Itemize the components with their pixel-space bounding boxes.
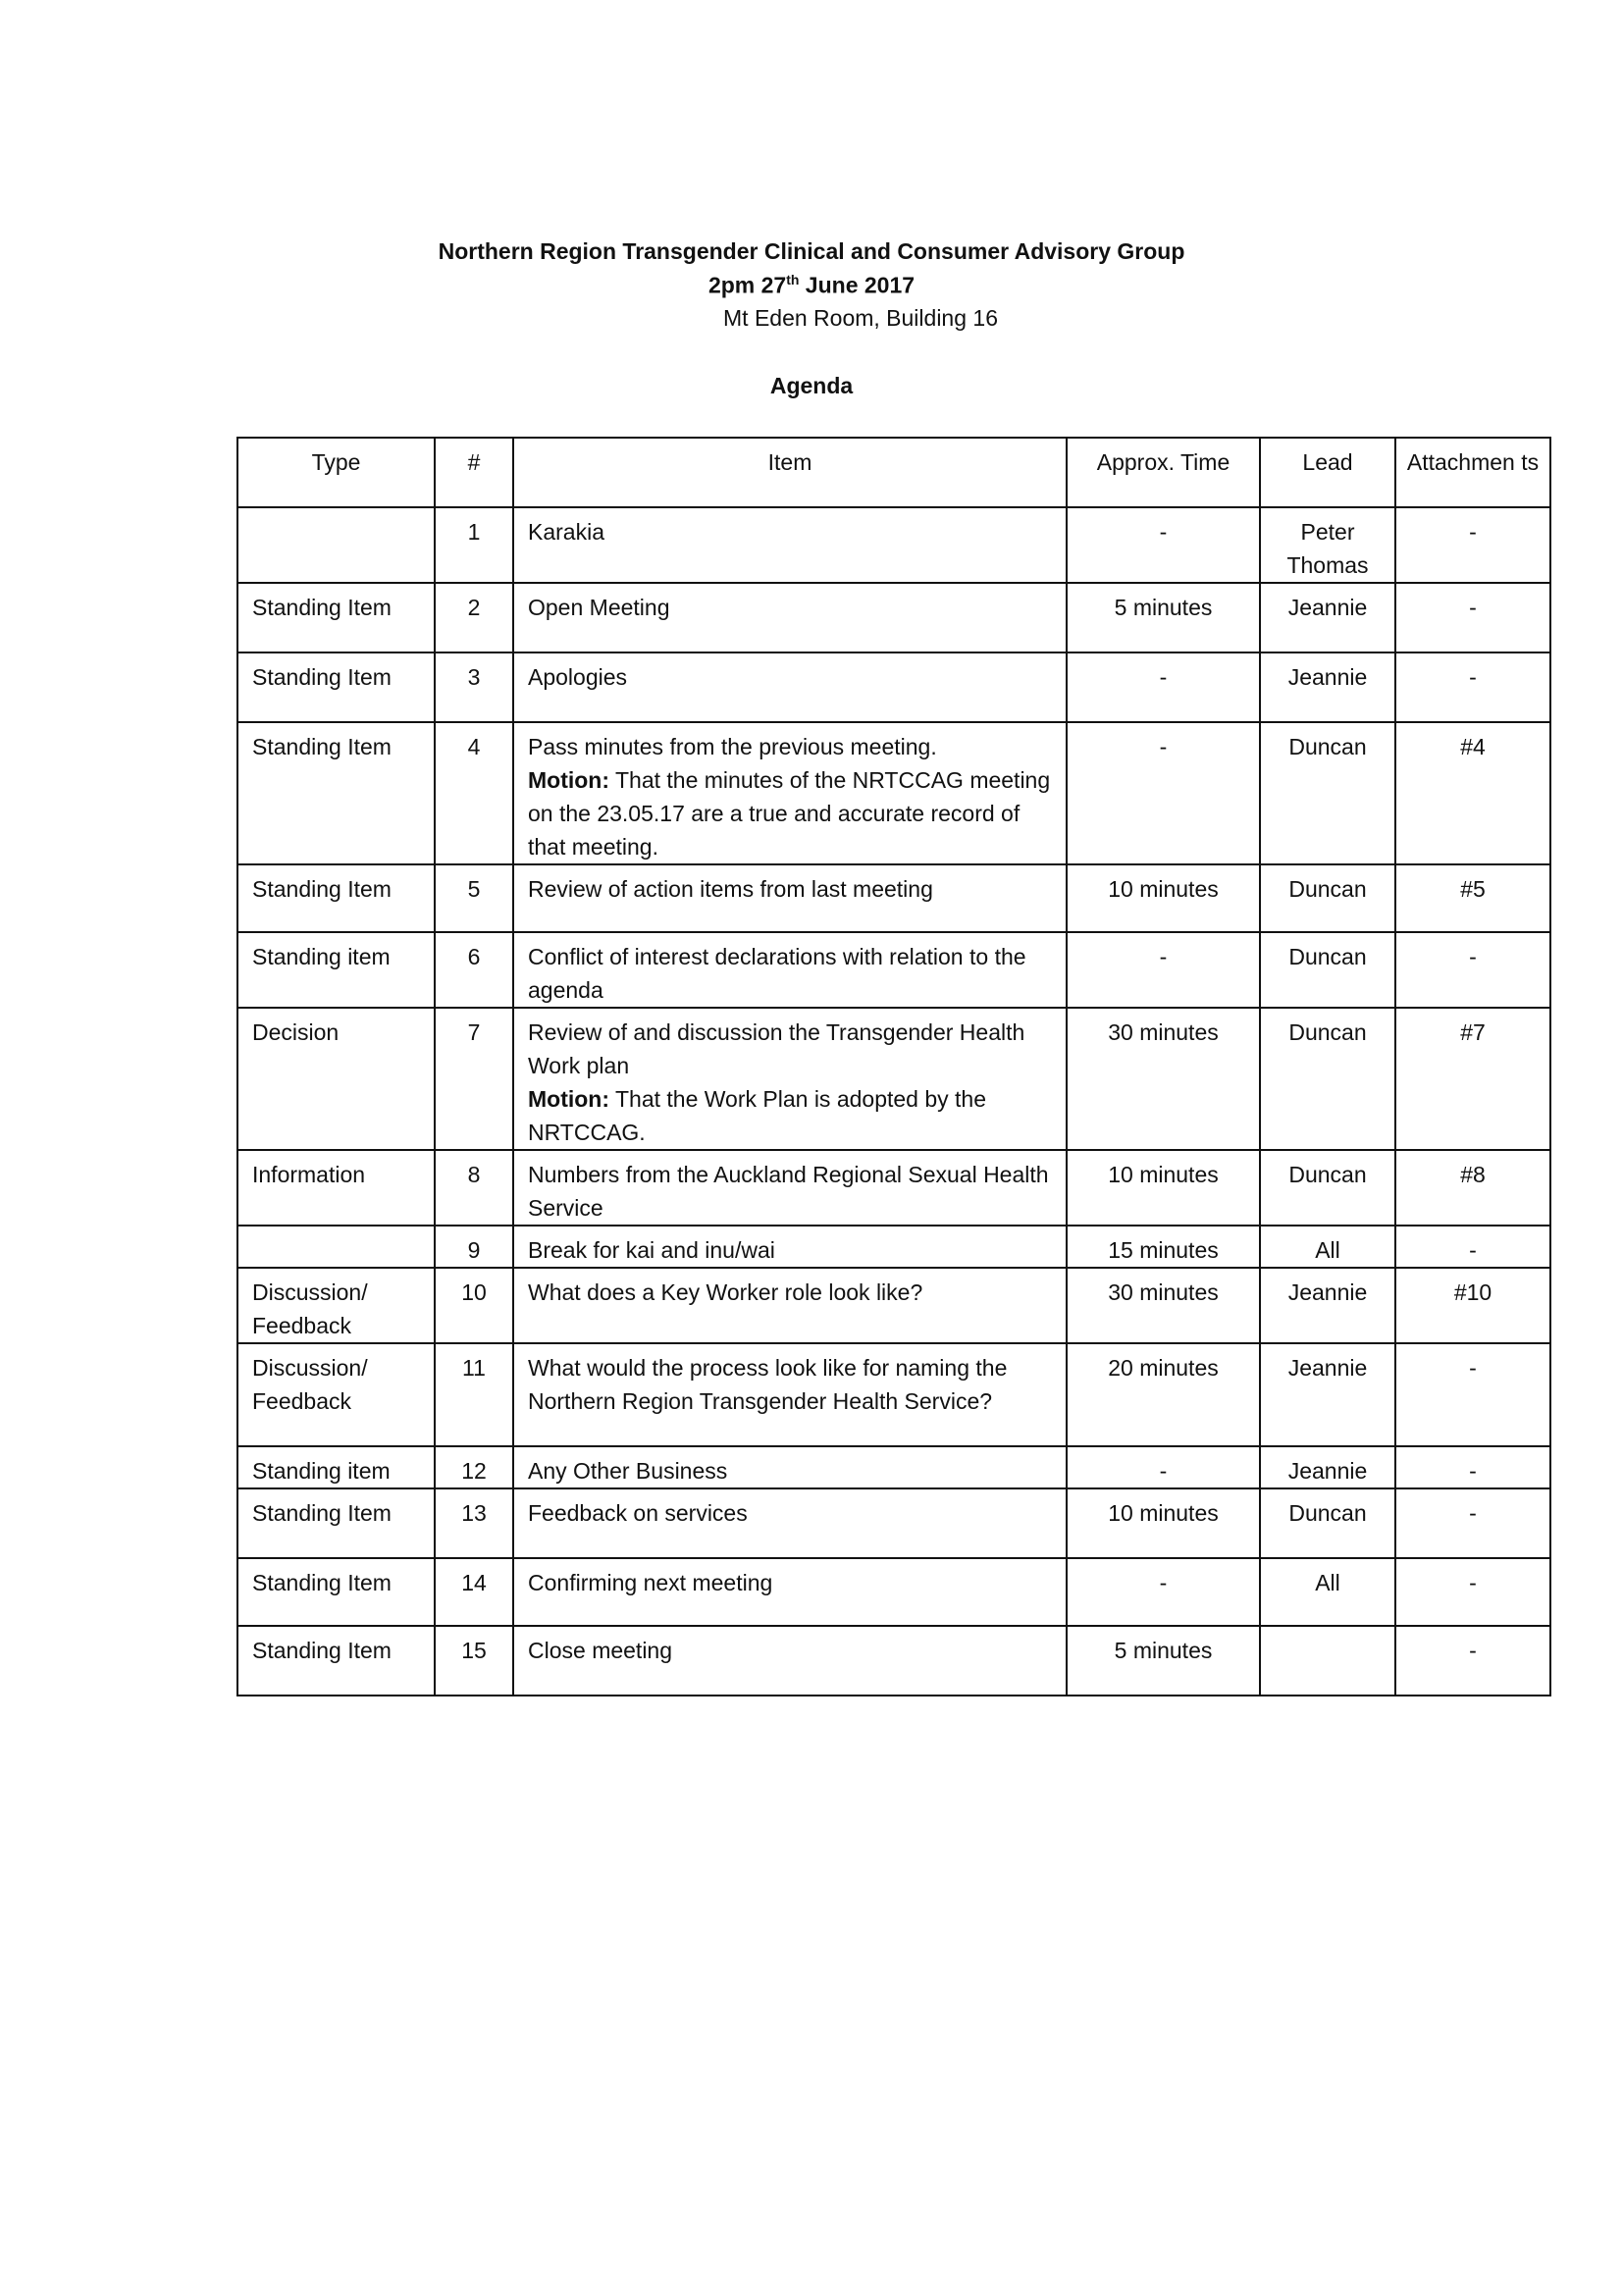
item-text: Apologies	[528, 664, 628, 690]
date-suffix: June 2017	[799, 272, 916, 298]
row-lead: Peter Thomas	[1260, 507, 1395, 583]
item-text: Any Other Business	[528, 1458, 728, 1484]
row-attachment: -	[1395, 507, 1550, 583]
row-lead: All	[1260, 1558, 1395, 1626]
row-number: 5	[435, 864, 513, 932]
row-item	[513, 1626, 1067, 1696]
table-row	[237, 1343, 1550, 1446]
row-attachment: -	[1395, 583, 1550, 652]
column-header-attachments: Attachmen ts	[1395, 438, 1550, 507]
agenda-table	[236, 437, 1551, 1696]
row-time: 10 minutes	[1067, 1488, 1260, 1558]
row-time: -	[1067, 507, 1260, 583]
row-item	[513, 1343, 1067, 1446]
row-type	[237, 507, 435, 583]
item-text: Feedback on services	[528, 1500, 748, 1526]
table-row	[237, 1008, 1550, 1150]
item-text: Numbers from the Auckland Regional Sexual Health Service	[528, 1162, 1049, 1221]
item-text: Conflict of interest declarations with relation to the agenda	[528, 944, 1026, 1003]
row-item	[513, 1446, 1067, 1488]
table-row	[237, 864, 1550, 932]
table-row	[237, 722, 1550, 864]
agenda-heading: Agenda	[769, 373, 854, 398]
table-row	[237, 1558, 1550, 1626]
row-number: 11	[435, 1343, 513, 1446]
row-time: 5 minutes	[1067, 1626, 1260, 1696]
row-item	[513, 1268, 1067, 1343]
row-number: 3	[435, 652, 513, 722]
row-type: Standing Item	[237, 652, 435, 722]
motion-text: That the minutes of the NRTCCAG meeting on the 23.05.17 are a true and accurate record of that meeting.	[528, 767, 1051, 860]
row-type: Decision	[237, 1008, 435, 1150]
table-row	[237, 932, 1550, 1008]
row-lead: Jeannie	[1260, 1446, 1395, 1488]
row-item	[513, 583, 1067, 652]
row-attachment: #5	[1395, 864, 1550, 932]
row-time: -	[1067, 1446, 1260, 1488]
item-text: Pass minutes from the previous meeting.	[528, 734, 937, 759]
row-item	[513, 864, 1067, 932]
row-number: 14	[435, 1558, 513, 1626]
row-time: -	[1067, 652, 1260, 722]
row-number: 12	[435, 1446, 513, 1488]
row-lead: Jeannie	[1260, 1268, 1395, 1343]
row-type: Standing Item	[237, 1488, 435, 1558]
row-item	[513, 932, 1067, 1008]
row-item	[513, 722, 1067, 864]
row-time: -	[1067, 722, 1260, 864]
row-attachment: -	[1395, 932, 1550, 1008]
row-item	[513, 1008, 1067, 1150]
row-attachment: -	[1395, 1226, 1550, 1268]
date-ordinal: th	[786, 272, 800, 287]
row-item	[513, 1150, 1067, 1226]
row-type: Standing Item	[237, 722, 435, 864]
row-number: 2	[435, 583, 513, 652]
row-time: 20 minutes	[1067, 1343, 1260, 1446]
date-prefix: 2pm 27	[707, 272, 787, 298]
row-type	[237, 1226, 435, 1268]
row-attachment: -	[1395, 1446, 1550, 1488]
row-number: 9	[435, 1226, 513, 1268]
row-lead: Jeannie	[1260, 1343, 1395, 1446]
row-number: 4	[435, 722, 513, 864]
column-header-time: Approx. Time	[1067, 438, 1260, 507]
row-attachment: -	[1395, 1558, 1550, 1626]
row-attachment: #8	[1395, 1150, 1550, 1226]
row-lead: Jeannie	[1260, 583, 1395, 652]
motion-text: That the Work Plan is adopted by the NRTCCAG.	[528, 1086, 987, 1145]
item-text: Close meeting	[528, 1638, 673, 1663]
row-lead: Duncan	[1260, 932, 1395, 1008]
table-header-row	[237, 438, 1550, 507]
row-number: 13	[435, 1488, 513, 1558]
row-number: 1	[435, 507, 513, 583]
item-text: What would the process look like for naming the Northern Region Transgender Health Service?	[528, 1355, 1008, 1414]
row-type: Standing Item	[237, 1626, 435, 1696]
row-type: Standing Item	[237, 1558, 435, 1626]
row-type: Standing item	[237, 1446, 435, 1488]
table-row	[237, 1226, 1550, 1268]
row-lead: Jeannie	[1260, 652, 1395, 722]
row-attachment: #10	[1395, 1268, 1550, 1343]
row-number: 6	[435, 932, 513, 1008]
column-header-number: #	[435, 438, 513, 507]
row-time: 10 minutes	[1067, 1150, 1260, 1226]
column-header-type: Type	[237, 438, 435, 507]
row-lead: Duncan	[1260, 1150, 1395, 1226]
row-type: Information	[237, 1150, 435, 1226]
item-text: What does a Key Worker role look like?	[528, 1279, 923, 1305]
row-item	[513, 507, 1067, 583]
table-row	[237, 507, 1550, 583]
row-time: 10 minutes	[1067, 864, 1260, 932]
row-item	[513, 652, 1067, 722]
row-type: Discussion/ Feedback	[237, 1268, 435, 1343]
row-number: 15	[435, 1626, 513, 1696]
item-text: Review of action items from last meeting	[528, 876, 933, 902]
row-type: Standing Item	[237, 864, 435, 932]
row-attachment: #4	[1395, 722, 1550, 864]
table-row	[237, 1488, 1550, 1558]
meeting-location: Mt Eden Room, Building 16	[723, 305, 998, 331]
document-title: Northern Region Transgender Clinical and Consumer Advisory Group	[438, 238, 1185, 264]
item-text: Review of and discussion the Transgender Health Work plan	[528, 1019, 1025, 1078]
row-type: Standing item	[237, 932, 435, 1008]
row-number: 7	[435, 1008, 513, 1150]
item-text: Open Meeting	[528, 595, 670, 620]
row-type: Standing Item	[237, 583, 435, 652]
table-row	[237, 652, 1550, 722]
row-time: -	[1067, 932, 1260, 1008]
row-type: Discussion/ Feedback	[237, 1343, 435, 1446]
row-number: 10	[435, 1268, 513, 1343]
row-number: 8	[435, 1150, 513, 1226]
motion-label: Motion:	[528, 1086, 610, 1112]
row-attachment: -	[1395, 652, 1550, 722]
row-attachment: #7	[1395, 1008, 1550, 1150]
table-row	[237, 1626, 1550, 1696]
row-time: 15 minutes	[1067, 1226, 1260, 1268]
item-text: Break for kai and inu/wai	[528, 1237, 775, 1263]
row-attachment: -	[1395, 1343, 1550, 1446]
row-time: 30 minutes	[1067, 1268, 1260, 1343]
row-attachment: -	[1395, 1488, 1550, 1558]
row-lead: Duncan	[1260, 1008, 1395, 1150]
row-lead: Duncan	[1260, 864, 1395, 932]
table-row	[237, 1268, 1550, 1343]
row-time: 30 minutes	[1067, 1008, 1260, 1150]
row-attachment: -	[1395, 1626, 1550, 1696]
motion-label: Motion:	[528, 767, 610, 793]
row-lead: Duncan	[1260, 722, 1395, 864]
row-time: 5 minutes	[1067, 583, 1260, 652]
item-text: Karakia	[528, 519, 604, 545]
row-item	[513, 1488, 1067, 1558]
table-row	[237, 1446, 1550, 1488]
item-text: Confirming next meeting	[528, 1570, 773, 1595]
row-lead: All	[1260, 1226, 1395, 1268]
row-lead	[1260, 1626, 1395, 1696]
table-row	[237, 1150, 1550, 1226]
row-lead: Duncan	[1260, 1488, 1395, 1558]
row-item	[513, 1558, 1067, 1626]
column-header-lead: Lead	[1260, 438, 1395, 507]
column-header-item: Item	[513, 438, 1067, 507]
meeting-date	[0, 272, 1623, 299]
row-time: -	[1067, 1558, 1260, 1626]
table-row	[237, 583, 1550, 652]
row-item	[513, 1226, 1067, 1268]
